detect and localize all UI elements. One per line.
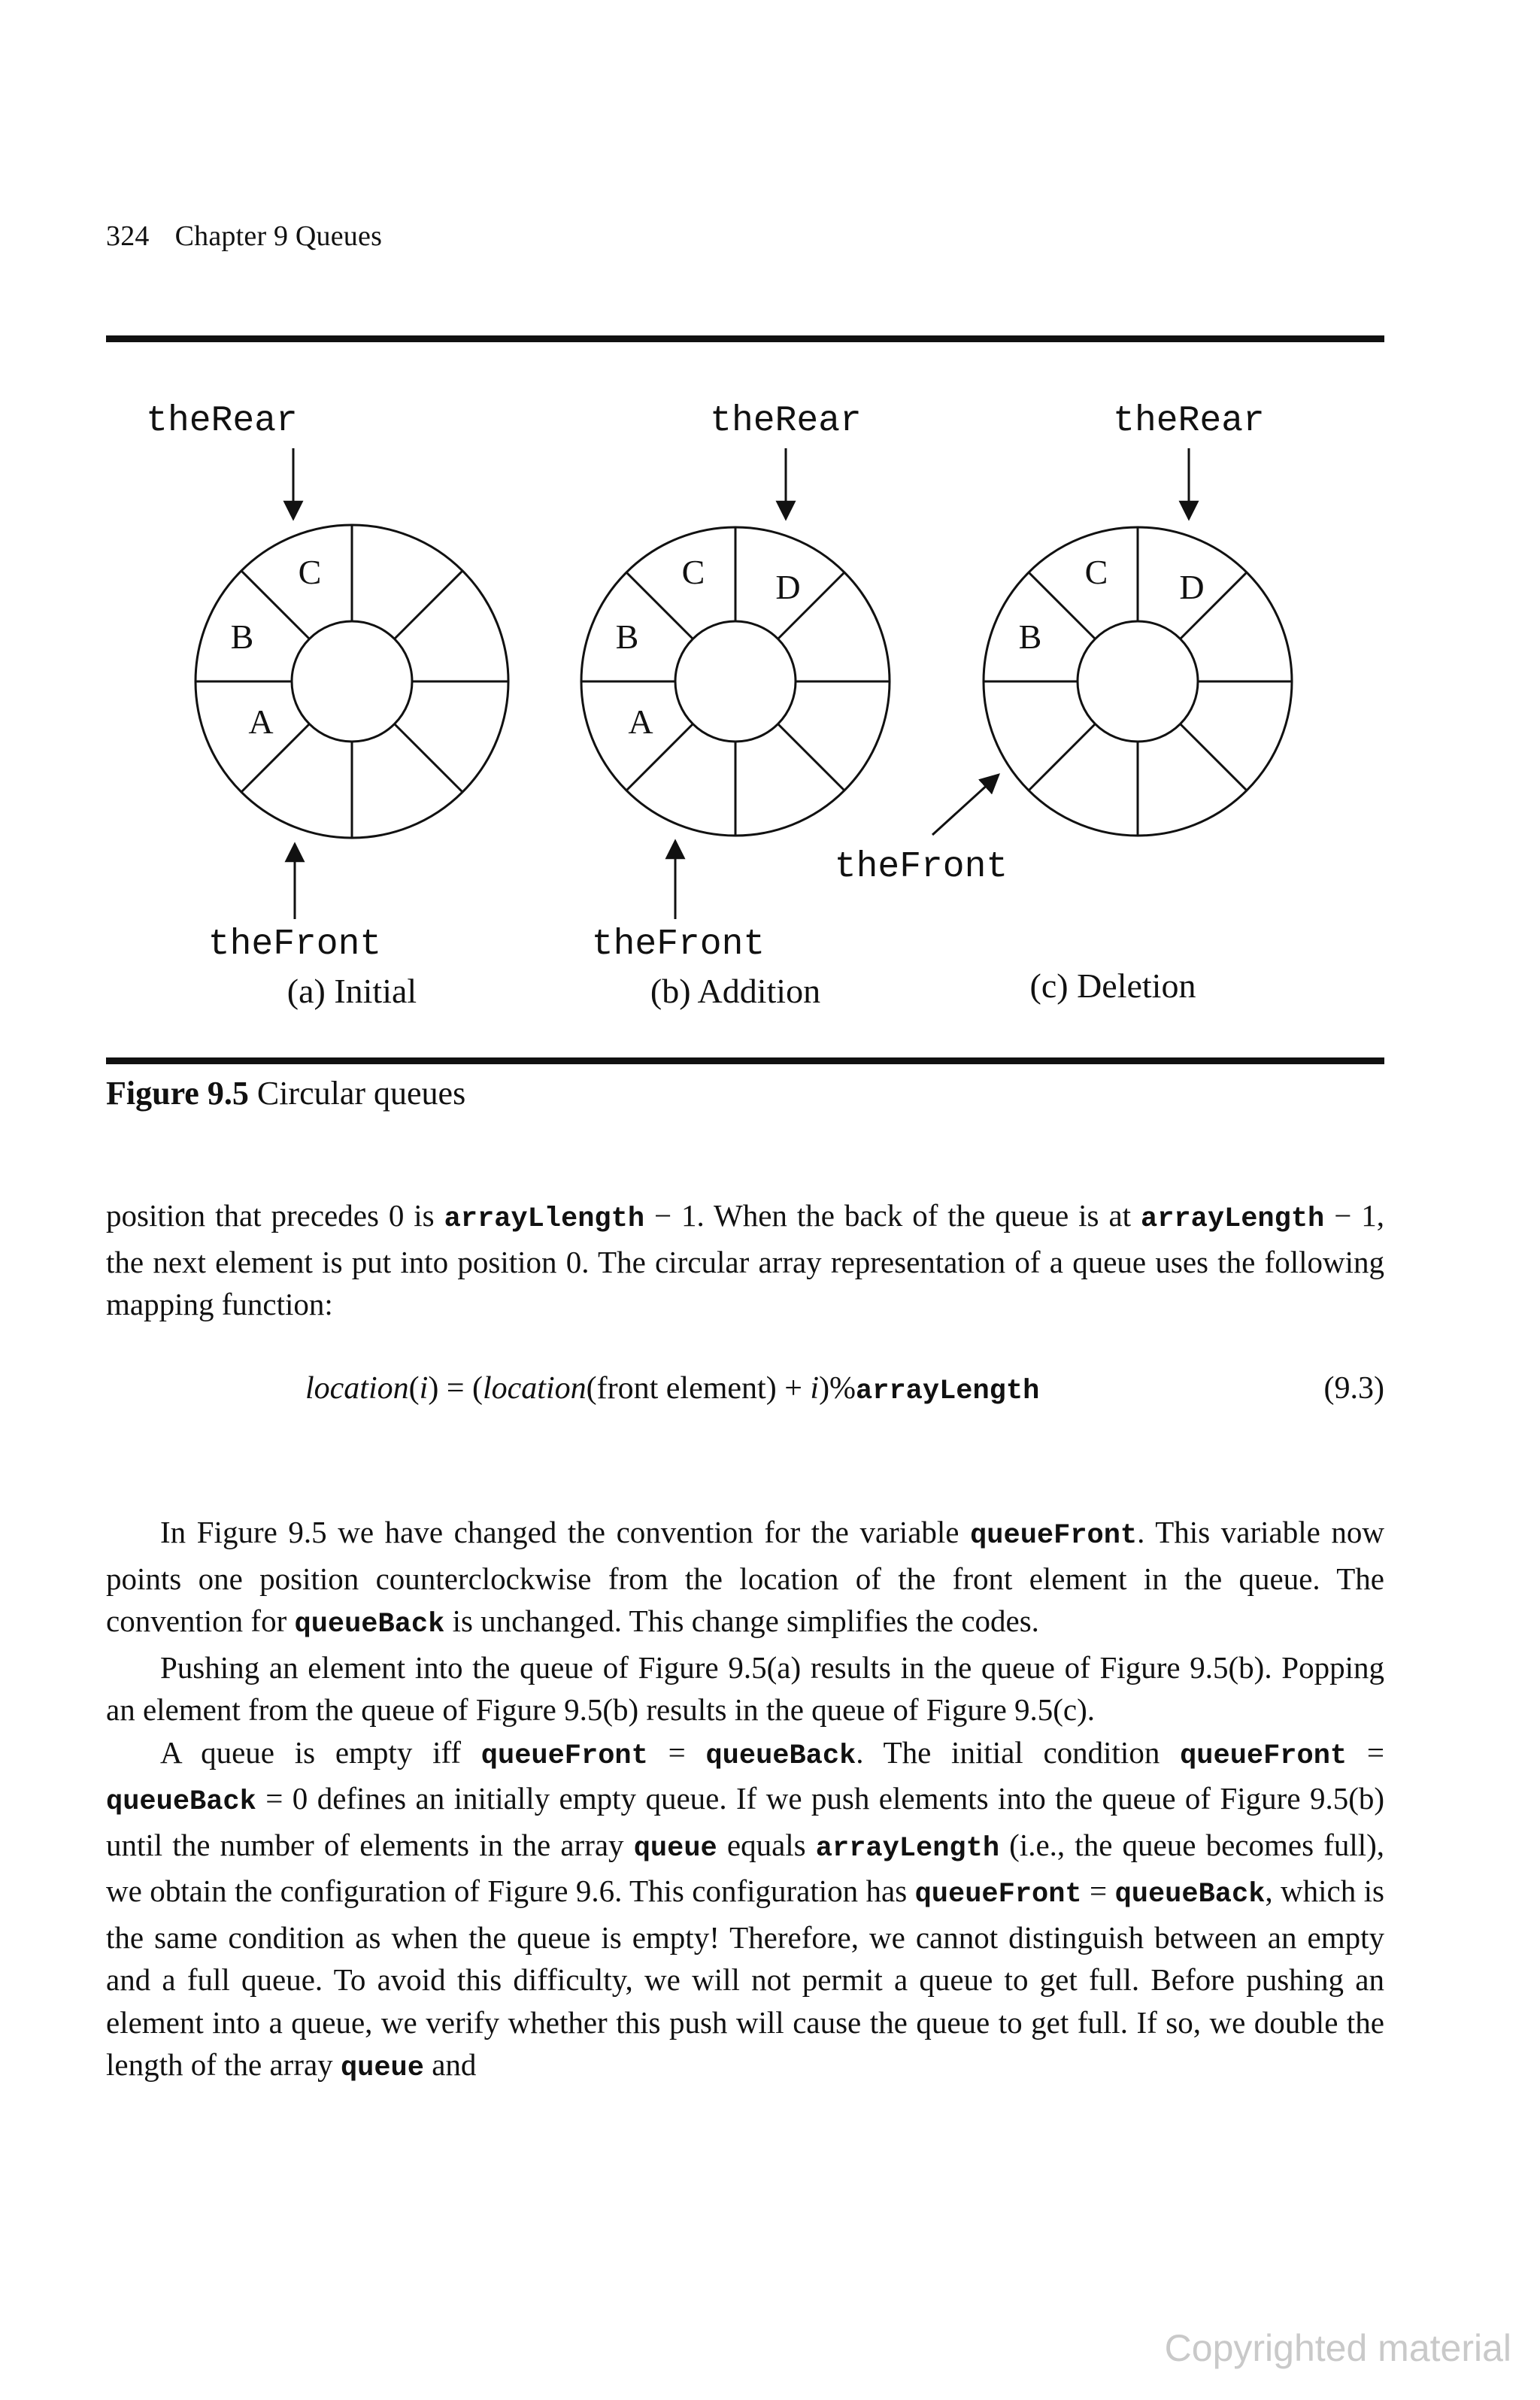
panel-a-dividers	[196, 525, 508, 838]
figure-caption-text: Circular queues	[256, 1075, 466, 1112]
page-number: 324	[106, 220, 150, 252]
chapter-title: Chapter 9 Queues	[174, 220, 383, 252]
equation-number: (9.3)	[1323, 1371, 1384, 1406]
panel-c-slot-c: C	[1084, 553, 1108, 591]
p4-text-6: equals	[717, 1827, 816, 1862]
panel-b-caption: (b) Addition	[650, 972, 821, 1010]
p1-text-2: − 1. When the back of the queue is at	[644, 1198, 1141, 1233]
p1-code-arraylength: arrayLength	[1141, 1203, 1325, 1235]
panel-b-inner-ring	[675, 621, 796, 742]
eq-code-arraylength: arrayLength	[856, 1376, 1040, 1407]
panel-b-rear-label: theRear	[710, 401, 862, 441]
p4-text-1: A queue is empty iff	[160, 1734, 481, 1770]
p4-code-5: queue	[633, 1832, 717, 1864]
p4-text-3: . The initial condition	[856, 1734, 1181, 1770]
panel-b-dividers	[581, 527, 890, 836]
panel-b-slot-a: A	[628, 702, 653, 741]
p4-text-9: , which is the same condition as when the queue is empty! Therefore, we cannot distinguish between an empty and a full queue. To avoid this difficulty, we will not permit a queue to get full. Before pushing an element into a queue, we verify whether this push will cause the queue to get full. If so, we double the length of the array	[106, 1874, 1384, 2082]
paragraph-2	[106, 1511, 1384, 1646]
copyright-watermark: Copyrighted material	[1164, 2327, 1511, 2369]
panel-a-inner-ring	[292, 621, 412, 742]
panel-a-slot-b: B	[230, 617, 254, 656]
eq-part-2: ) = (	[428, 1371, 483, 1406]
p4-code-9: queue	[340, 2053, 424, 2084]
panel-c-inner-ring	[1078, 621, 1198, 742]
panel-c-dividers	[984, 527, 1292, 836]
p4-text-8: =	[1081, 1874, 1115, 1908]
eq-part-4: )%	[819, 1371, 856, 1406]
panel-a	[146, 401, 508, 1010]
equation-body	[305, 1370, 1039, 1407]
panel-c-front-arrow	[932, 775, 999, 835]
figure-caption-label: Figure 9.5	[106, 1075, 249, 1112]
panel-b-front-label: theFront	[591, 924, 765, 965]
panel-b-slot-b: B	[615, 617, 639, 656]
p4-code-1: queueFront	[480, 1740, 648, 1772]
p4-code-8: queueBack	[1114, 1879, 1266, 1910]
p4-text-2: =	[647, 1734, 706, 1770]
p4-code-4: queueBack	[106, 1786, 256, 1818]
p4-code-2: queueBack	[705, 1740, 856, 1772]
eq-part-1: (	[408, 1371, 420, 1406]
figure-bottom-rule	[106, 1057, 1384, 1064]
equation-9-3	[106, 1370, 1384, 1415]
p1-text-3: − 1, the next element is put into position 0. The circular array representation of a queue uses the following mapping function:	[106, 1198, 1385, 1321]
panel-a-caption: (a) Initial	[286, 972, 417, 1010]
panel-a-rear-label: theRear	[146, 401, 298, 441]
p4-text-7: (i.e., the queue becomes full), we obtain the configuration of Figure 9.6. This configuration has	[106, 1827, 1385, 1908]
panel-a-slot-c: C	[298, 553, 322, 591]
panel-a-slot-a: A	[248, 702, 274, 741]
panel-c-caption: (c) Deletion	[1029, 966, 1196, 1005]
p2-text-3: is unchanged. This change simplifies the codes.	[444, 1604, 1039, 1638]
p2-code-queueback: queueBack	[294, 1609, 445, 1640]
panel-c-slot-b: B	[1018, 617, 1042, 656]
p1-text-1: position that precedes 0 is	[106, 1198, 444, 1233]
paragraph-1	[106, 1194, 1384, 1326]
panel-c-slot-d: D	[1179, 568, 1205, 606]
p2-code-queuefront: queueFront	[970, 1520, 1138, 1552]
panel-c	[835, 401, 1292, 1005]
p4-text-10: and	[423, 2047, 477, 2082]
paragraphs-2-4	[106, 1511, 1384, 2090]
p4-code-6: arrayLength	[815, 1832, 1000, 1864]
p4-text-5: = 0 defines an initially empty queue. If we push elements into the queue of Figure 9.5(b) until the number of elements in the array	[106, 1781, 1384, 1862]
panel-a-front-label: theFront	[208, 924, 382, 965]
panel-b-slot-c: C	[681, 553, 705, 591]
eq-location-2: location	[483, 1371, 587, 1406]
eq-i-1: i	[419, 1371, 429, 1406]
paragraph-3: Pushing an element into the queue of Figure 9.5(a) results in the queue of Figure 9.5(b). Popping an element from the queue of Figure 9.5(b) results in the queue of Figure 9.5(c).	[106, 1649, 1384, 1727]
eq-part-3: (front element) +	[586, 1371, 811, 1406]
p1-code-arrayllength: arrayLlength	[444, 1203, 645, 1235]
eq-i-2: i	[810, 1371, 820, 1406]
paragraph-4	[106, 1731, 1384, 2090]
p2-text-1: In Figure 9.5 we have changed the convention for the variable	[160, 1515, 971, 1549]
p4-text-4: =	[1347, 1734, 1384, 1770]
figure-9-5-diagram	[0, 0, 1540, 1068]
p4-code-7: queueFront	[914, 1879, 1082, 1910]
panel-c-front-label: theFront	[834, 847, 1008, 887]
p2-text-2: . This variable now points one position counterclockwise from the location of the front element in the queue. The convention for	[106, 1515, 1384, 1638]
panel-b	[581, 401, 890, 1010]
panel-b-slot-d: D	[775, 568, 801, 606]
figure-caption	[106, 1074, 465, 1112]
eq-location-1: location	[305, 1371, 409, 1406]
p4-code-3: queueFront	[1180, 1740, 1348, 1772]
panel-c-rear-label: theRear	[1113, 401, 1265, 441]
